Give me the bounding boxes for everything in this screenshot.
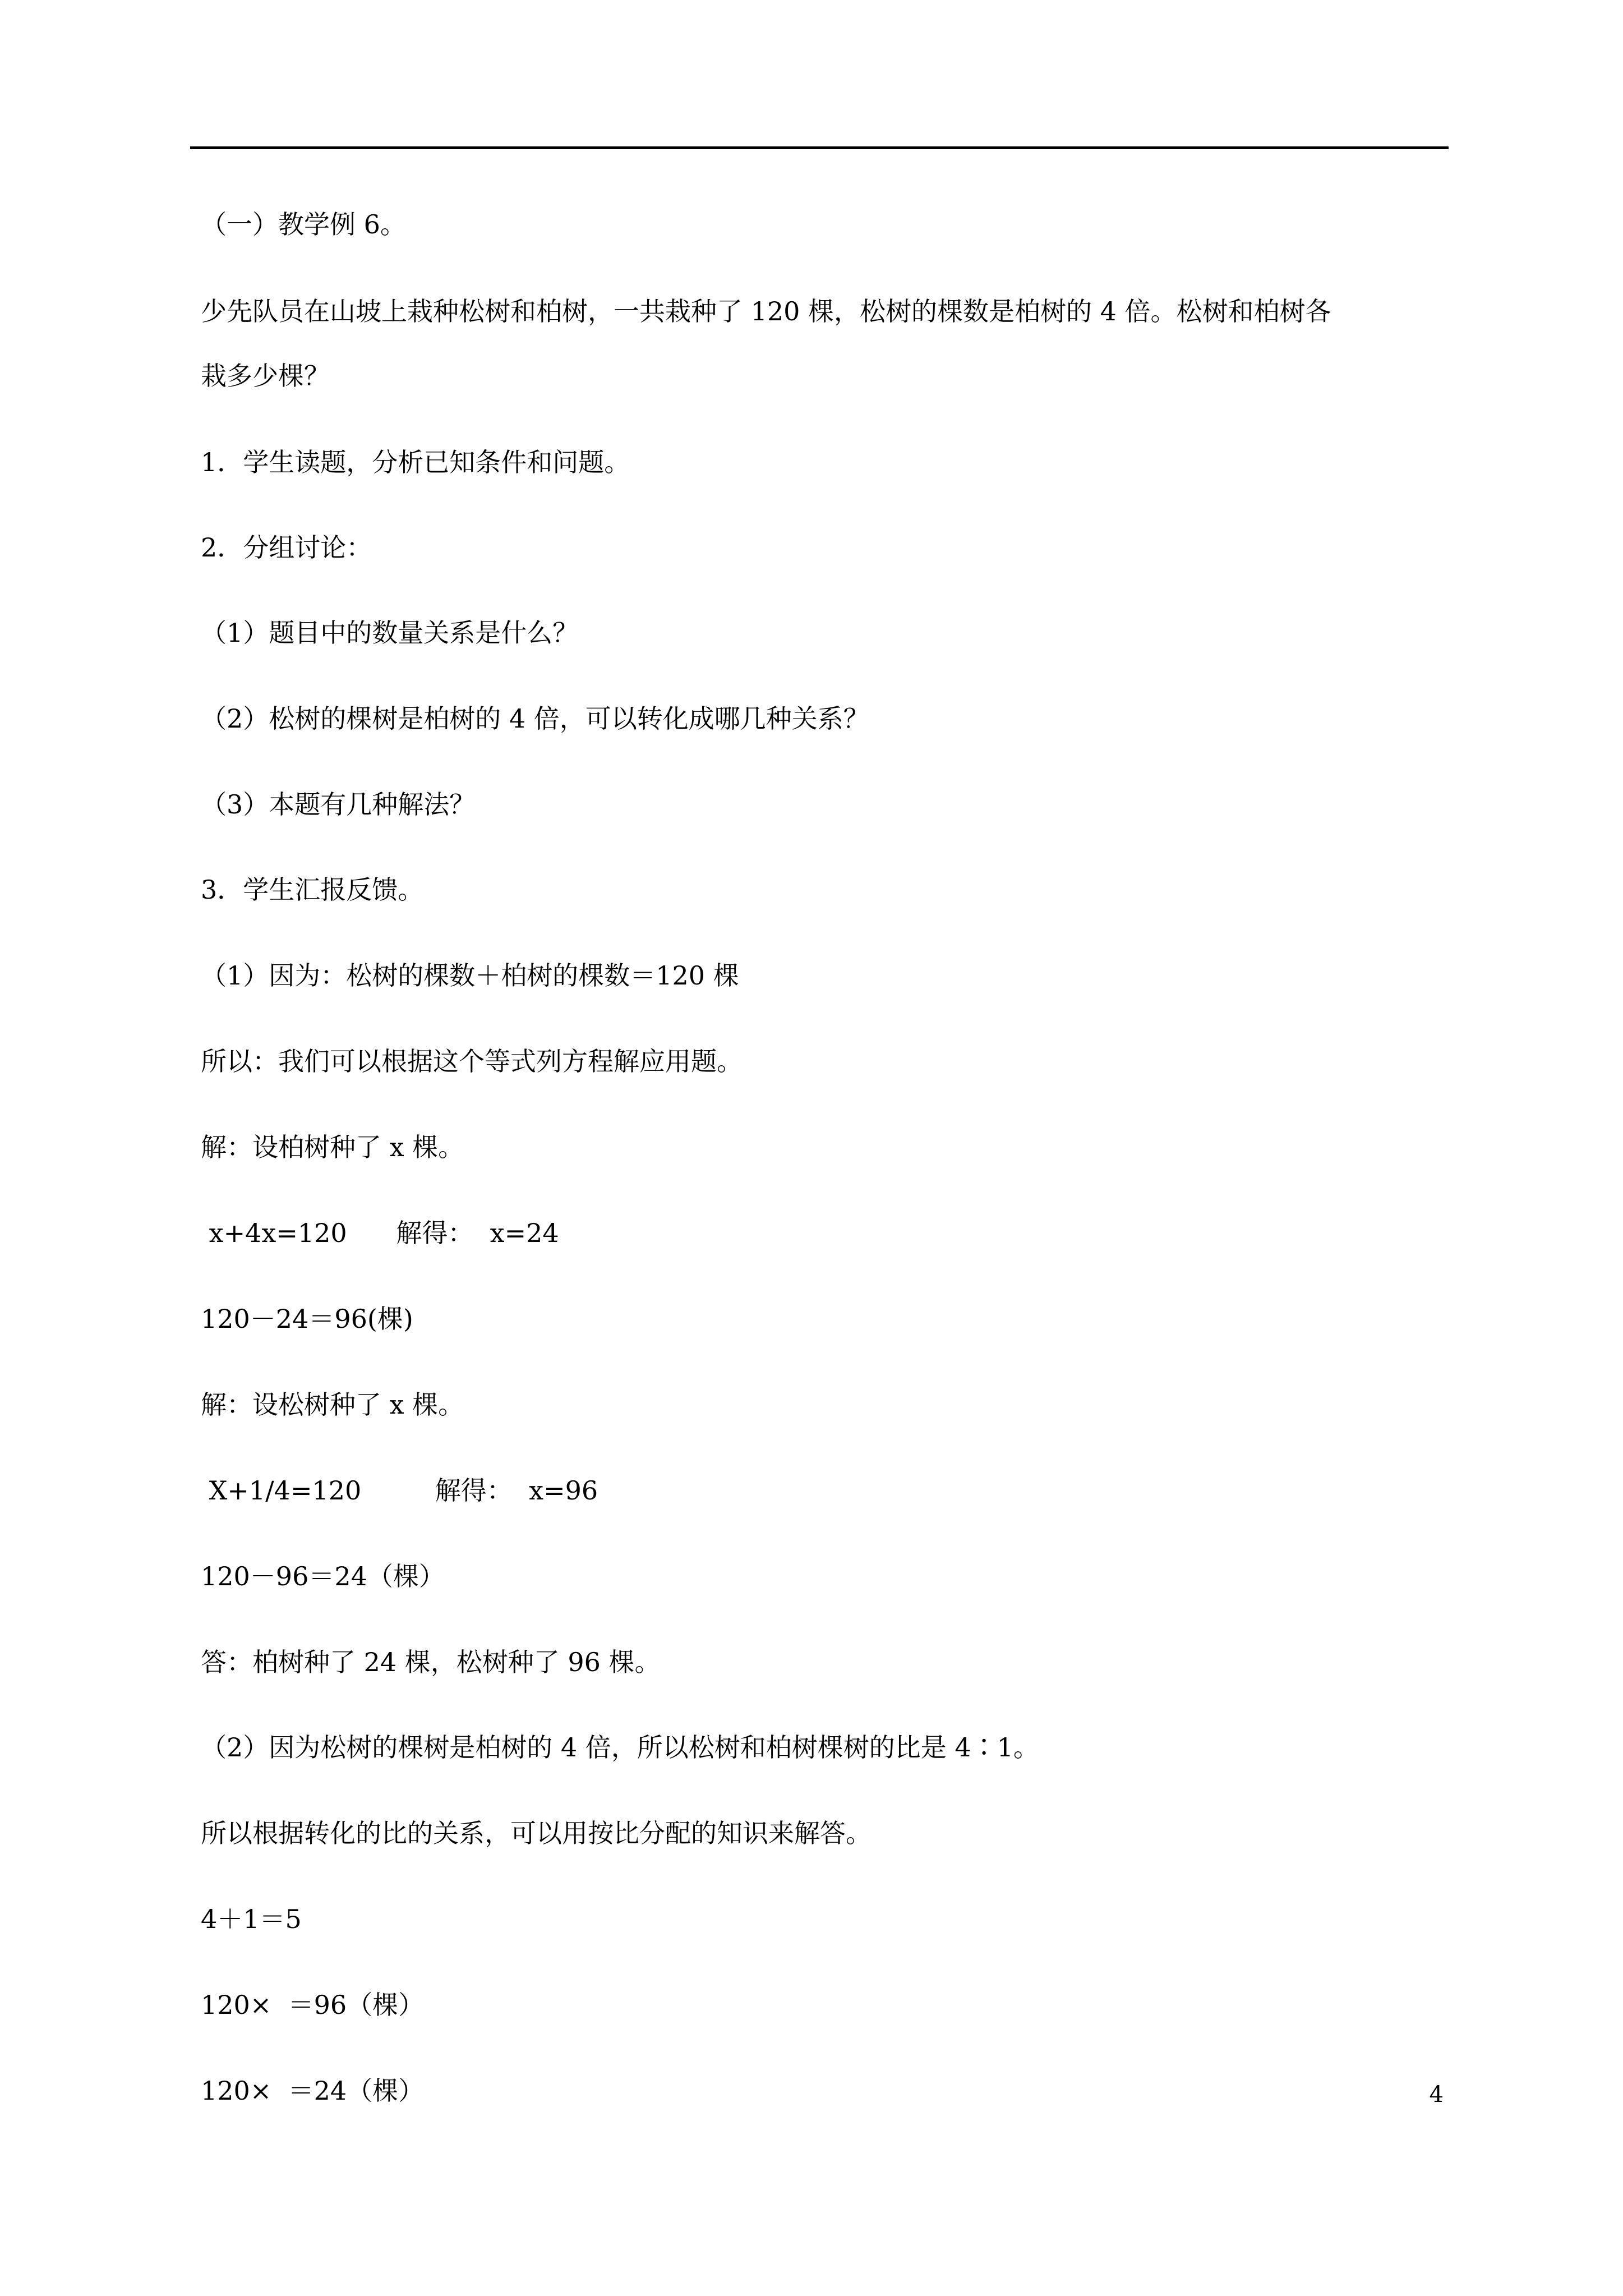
problem-text-line-2: 栽多少棵？ [201, 361, 330, 391]
equation-2: X+1/4=120 解得： x=96 [201, 1475, 598, 1506]
calculation-2: 120－96＝24（棵） [201, 1561, 445, 1591]
step-2-text: 2．分组讨论： [201, 532, 372, 563]
step-3-text: 3．学生汇报反馈。 [201, 875, 424, 905]
solution-1-reason: （1）因为：松树的棵数＋柏树的棵数＝120 棵 [201, 960, 739, 991]
page-number: 4 [1429, 2082, 1444, 2108]
ratio-sum: 4＋1＝5 [201, 1904, 302, 1934]
answer-statement: 答：柏树种了 24 棵，松树种了 96 棵。 [201, 1647, 661, 1677]
problem-text-line-1: 少先队员在山坡上栽种松树和柏树，一共栽种了 120 棵，松树的棵数是柏树的 4 倍。松树和柏树各 [201, 296, 1331, 326]
calculation-1: 120－24＝96(棵) [201, 1304, 413, 1334]
solution-1-conclusion: 所以：我们可以根据这个等式列方程解应用题。 [201, 1046, 743, 1076]
let-statement-2: 解：设松树种了 x 棵。 [201, 1389, 464, 1420]
allocation-calc-2: 120× ＝24（棵） [201, 2076, 425, 2106]
discussion-question-2: （2）松树的棵树是柏树的 4 倍，可以转化成哪几种关系？ [201, 703, 869, 734]
step-1-text: 1．学生读题，分析已知条件和问题。 [201, 447, 630, 477]
allocation-calc-1: 120× ＝96（棵） [201, 1990, 425, 2020]
let-statement-1: 解：设柏树种了 x 棵。 [201, 1132, 464, 1162]
solution-2-method: 所以根据转化的比的关系，可以用按比分配的知识来解答。 [201, 1818, 872, 1848]
discussion-question-3: （3）本题有几种解法？ [201, 789, 476, 820]
discussion-question-1: （1）题目中的数量关系是什么？ [201, 618, 579, 648]
section-heading: （一）教学例 6。 [201, 209, 406, 240]
equation-1: x+4x=120 解得： x=24 [201, 1218, 559, 1248]
solution-2-reason: （2）因为松树的棵树是柏树的 4 倍，所以松树和柏树棵树的比是 4∶1。 [201, 1732, 1039, 1763]
header-rule [190, 146, 1449, 149]
